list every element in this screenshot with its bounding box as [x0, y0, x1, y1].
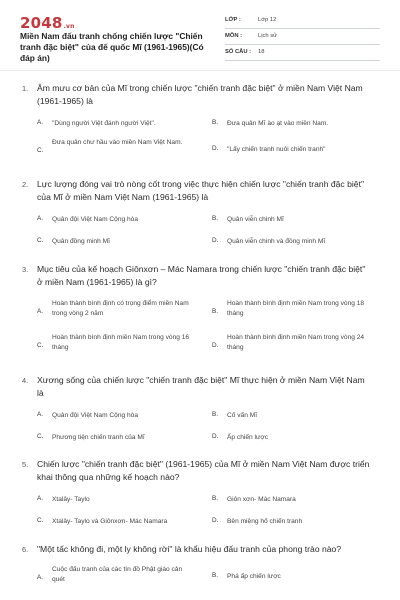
option-text: Hoàn thành bình định miền Nam trong vòng 24 tháng [227, 334, 365, 351]
option-letter: D. [212, 237, 219, 244]
option-text: Hoàn thành bình định miền Nam trong vòng 18 tháng [227, 300, 365, 317]
option-letter: B. [212, 119, 219, 126]
meta-row-class [225, 13, 380, 29]
option-c[interactable] [37, 333, 207, 355]
option-letter: A. [37, 308, 44, 315]
option-text: Quân đội Việt Nam Cộng hòa [52, 412, 139, 419]
header-divider [0, 70, 400, 71]
meta-label-class: LỚP : [225, 17, 241, 23]
option-a[interactable] [37, 212, 207, 234]
question-text: Xương sống của chiến lược "chiến tranh đặc biệt" Mĩ thực hiện ở miền Nam Việt Nam là [37, 375, 365, 398]
question-text: Chiến lược "chiến tranh đặc biệt" (1961-1965) của Mĩ ở miền Nam Việt Nam được triển khai thông qua những kế hoạch nào? [37, 459, 370, 482]
option-text: "Lấy chiến tranh nuôi chiến tranh" [227, 146, 326, 153]
option-letter: D. [212, 517, 219, 524]
option-letter: D. [212, 433, 219, 440]
logo-domain-text: .vn [63, 23, 75, 30]
option-text: Xtalây- Taylo và Giônxơn- Mác Namara [52, 518, 168, 525]
option-d[interactable] [212, 333, 382, 355]
option-text: Giôn xơn- Mác Namara [227, 496, 296, 503]
option-b[interactable] [212, 212, 382, 234]
option-letter: A. [37, 574, 44, 581]
option-c[interactable] [37, 430, 207, 452]
option-letter: C. [37, 237, 44, 244]
question-text: "Một tấc không đi, một ly không rời" là khẩu hiệu đấu tranh của phong trào nào? [37, 544, 342, 554]
page-header [0, 0, 400, 66]
document-title: Miền Nam đấu tranh chống chiến lược "Chiến tranh đặc biệt" của đế quốc Mĩ (1961-1965)(Có đáp án) [20, 31, 204, 63]
option-b[interactable] [212, 408, 382, 430]
option-b[interactable] [212, 299, 382, 321]
meta-label-count: SỐ CÂU : [225, 49, 252, 55]
option-a[interactable] [37, 116, 207, 138]
option-text: Quân viễn chinh và đồng minh Mĩ [227, 238, 326, 245]
option-letter: D. [212, 342, 219, 349]
option-text: Ấp chiến lược [227, 434, 268, 441]
meta-value-class: Lớp 12 [258, 17, 277, 23]
option-c[interactable] [37, 234, 207, 256]
option-a[interactable] [37, 492, 207, 514]
option-text: Bên miệng hố chiến tranh [227, 518, 303, 525]
option-text: Hoàn thành bình định có trọng điểm miền Nam trong vòng 2 năm [52, 300, 189, 317]
option-b[interactable] [212, 116, 382, 138]
meta-value-subject: Lịch sử [258, 33, 278, 39]
option-letter: C. [37, 342, 44, 349]
question-number: 2. [22, 180, 29, 189]
question-number: 3. [22, 265, 29, 274]
option-letter: B. [212, 411, 219, 418]
option-d[interactable] [212, 514, 382, 536]
option-text: Đưa quân Mĩ ào ạt vào miền Nam. [227, 120, 329, 127]
option-a[interactable] [37, 299, 207, 321]
option-text: Cố vấn Mĩ [227, 412, 258, 419]
option-text: Phá ấp chiến lược [227, 573, 281, 580]
question-number: 6. [22, 545, 29, 554]
question-text: Mục tiêu của kế hoạch Giônxơn – Mác Namara trong chiến lược "chiến tranh đặc biệt" ở miền Nam (1961-1965) là gì? [37, 264, 366, 287]
option-letter: A. [37, 215, 44, 222]
option-text: Quân viễn chinh Mĩ [227, 216, 284, 223]
question-number: 4. [22, 376, 29, 385]
option-c[interactable] [37, 514, 207, 536]
logo-main-text: 2048 [20, 14, 63, 32]
option-text: Phương tiện chiến tranh của Mĩ [52, 434, 145, 441]
option-d[interactable] [212, 430, 382, 452]
option-letter: B. [212, 308, 219, 315]
site-logo[interactable] [20, 14, 75, 32]
option-d[interactable] [212, 142, 382, 164]
option-a[interactable] [37, 565, 207, 587]
option-a[interactable] [37, 408, 207, 430]
option-d[interactable] [212, 234, 382, 256]
option-text: "Dùng người Việt đánh người Việt". [52, 120, 156, 127]
option-b[interactable] [212, 569, 382, 591]
option-letter: B. [212, 495, 219, 502]
option-text: Quân đội Việt Nam Cộng hòa [52, 216, 139, 223]
option-c[interactable] [37, 138, 207, 160]
option-text: Xtalây- Taylo [52, 496, 90, 503]
option-letter: A. [37, 495, 44, 502]
question-text: Âm mưu cơ bản của Mĩ trong chiến lược "chiến tranh đặc biệt" ở miền Nam Việt Nam (1961-1965) là [37, 83, 363, 106]
document-meta [225, 13, 380, 61]
option-letter: A. [37, 119, 44, 126]
option-b[interactable] [212, 492, 382, 514]
option-letter: B. [212, 572, 219, 579]
option-letter: C. [37, 433, 44, 440]
meta-value-count: 18 [258, 49, 265, 55]
option-letter: C. [37, 517, 44, 524]
question-text: Lực lượng đóng vai trò nòng cốt trong việc thực hiện chiến lược "chiến tranh đặc biệt" của Mĩ ở miền Nam Việt Nam (1961-1965) là [37, 179, 365, 202]
question-number: 1. [22, 84, 29, 93]
option-letter: C. [37, 147, 44, 154]
option-text: Hoàn thành bình định miền Nam trong vòng 16 tháng [52, 334, 190, 351]
meta-row-count [225, 45, 380, 61]
meta-row-subject [225, 29, 380, 45]
option-letter: A. [37, 411, 44, 418]
option-letter: B. [212, 215, 219, 222]
option-letter: D. [212, 145, 219, 152]
option-text: Quân đồng minh Mĩ [52, 238, 110, 245]
option-text: Cuộc đấu tranh của các tín đồ Phật giáo cản quét [52, 566, 183, 583]
meta-label-subject: MÔN : [225, 33, 243, 39]
option-text: Đưa quân chư hầu vào miền Nam Việt Nam. [52, 139, 183, 146]
question-number: 5. [22, 460, 29, 469]
